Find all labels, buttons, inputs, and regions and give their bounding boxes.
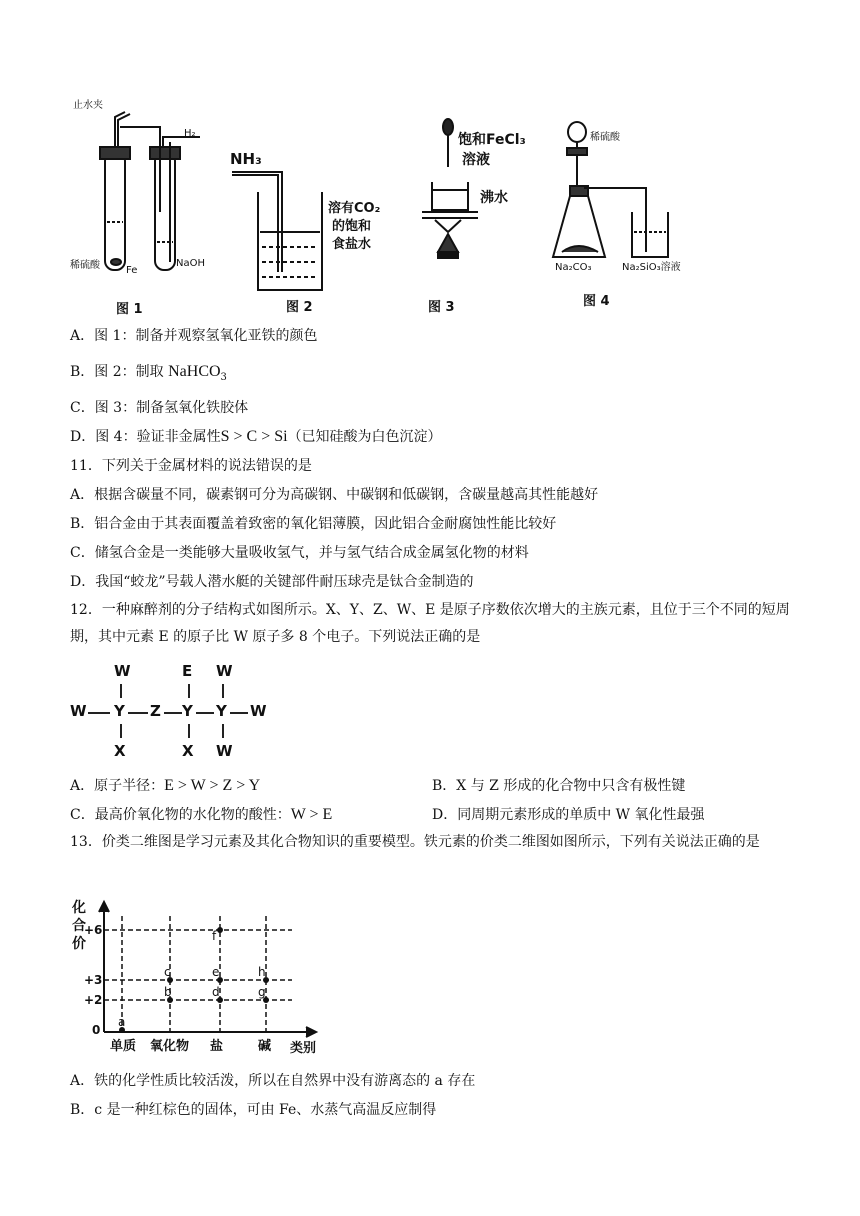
y-title-3: 价 xyxy=(72,936,86,952)
q10-option-d-formula: S > C > Si xyxy=(220,428,288,445)
q12-stem: 12．一种麻醉剂的分子结构式如图所示。X、Y、Z、W、E 是原子序数依次增大的主族元素，且位于三个不同的短周期，其中元素 E 的原子比 W 原子多 8 个电子。下列说法正确的是 xyxy=(70,602,790,645)
y-tick-0: 0 xyxy=(92,1023,101,1037)
label-point-b: b xyxy=(164,985,172,999)
y-title-1: 化 xyxy=(72,900,86,916)
atom-w-top-1: W xyxy=(114,662,131,680)
q12-option-b: B．X 与 Z 形成的化合物中只含有极性键 xyxy=(432,778,686,794)
q11-option-a: A．根据含碳量不同，碳素钢可分为高碳钢、中碳钢和低碳钢，含碳量越高其性能越好 xyxy=(70,487,599,503)
q12-option-a-text: A．原子半径： xyxy=(70,778,165,794)
q10-option-d xyxy=(70,427,442,447)
label-fecl3-1: 饱和FeCl₃ xyxy=(458,132,526,148)
label-point-e: e xyxy=(212,965,220,979)
bond xyxy=(222,724,224,738)
x-title: 类别 xyxy=(290,1041,317,1056)
q10-option-a: A．图 1：制备并观察氢氧化亚铁的颜色 xyxy=(70,328,318,344)
caption-fig3: 图 3 xyxy=(428,300,455,315)
x-axis-arrow xyxy=(306,1027,316,1037)
q10-option-b-subscript: 3 xyxy=(220,371,227,383)
atom-y-3: Y xyxy=(216,702,227,720)
atom-w-left: W xyxy=(70,702,87,720)
q12-option-d: D．同周期元素形成的单质中 W 氧化性最强 xyxy=(432,807,705,823)
label-na2co3: Na₂CO₃ xyxy=(555,262,592,273)
label-h2: H₂ xyxy=(184,128,196,139)
atom-z: Z xyxy=(150,702,161,720)
y-title-2: 合 xyxy=(72,918,86,934)
q11-stem: 11．下列关于金属材料的说法错误的是 xyxy=(70,458,312,474)
x-category-oxide: 氧化物 xyxy=(150,1039,190,1054)
atom-y-2: Y xyxy=(182,702,193,720)
label-point-c: c xyxy=(164,965,171,979)
q10-option-b-formula: NaHCO xyxy=(168,363,221,380)
bond xyxy=(88,712,110,714)
bond xyxy=(164,712,182,714)
y-tick-2: +2 xyxy=(84,993,103,1007)
figure-2-apparatus xyxy=(232,172,322,290)
atom-y-1: Y xyxy=(114,702,125,720)
label-co2-2: 的饱和 xyxy=(332,219,372,234)
label-co2-3: 食盐水 xyxy=(332,237,372,252)
y-axis-arrow xyxy=(99,902,109,912)
q12-option-c-text: C．最高价氧化物的水化物的酸性： xyxy=(70,807,291,823)
y-tick-3: +3 xyxy=(84,973,103,987)
label-water: 沸水 xyxy=(480,190,508,206)
q10-option-b-text: B．图 2：制取 xyxy=(70,364,169,380)
label-co2-1: 溶有CO₂ xyxy=(328,201,381,216)
q13-stem: 13．价类二维图是学习元素及其化合物知识的重要模型。铁元素的价类二维图如图所示，下列有关说法正确的是 xyxy=(70,834,760,850)
figure-row xyxy=(60,92,720,322)
bond xyxy=(128,712,148,714)
q11-option-b: B．铝合金由于其表面覆盖着致密的氧化铝薄膜，因此铝合金耐腐蚀性能比较好 xyxy=(70,516,557,532)
bond xyxy=(188,684,190,698)
bond xyxy=(120,724,122,738)
label-fe: Fe xyxy=(126,265,138,276)
q11-option-c: C．储氢合金是一类能够大量吸收氢气，并与氢气结合成金属氢化物的材料 xyxy=(70,545,529,561)
point-f xyxy=(217,927,223,933)
caption-fig1: 图 1 xyxy=(116,302,143,317)
caption-fig4: 图 4 xyxy=(583,294,610,309)
q11-option-d: D．我国“蛟龙”号载人潜水艇的关键部件耐压球壳是钛合金制造的 xyxy=(70,574,474,590)
x-category-base: 碱 xyxy=(258,1039,272,1054)
q12-option-c-formula: W > E xyxy=(290,806,333,823)
q12-option-a-formula: E > W > Z > Y xyxy=(164,777,261,794)
atom-e-top: E xyxy=(182,662,193,680)
label-point-h: h xyxy=(258,965,266,979)
label-nh3: NH₃ xyxy=(230,150,262,168)
bond xyxy=(196,712,214,714)
q12-option-a xyxy=(70,776,260,796)
molecule-structure xyxy=(70,662,280,768)
label-point-g: g xyxy=(258,985,266,999)
label-point-d: d xyxy=(212,985,220,999)
label-na2sio3: Na₂SiO₃溶液 xyxy=(622,262,681,273)
q10-option-c: C．图 3：制备氢氧化铁胶体 xyxy=(70,400,249,416)
label-acid-1: 稀硫酸 xyxy=(70,260,100,271)
bond xyxy=(222,684,224,698)
atom-x-1: X xyxy=(114,742,126,760)
label-clamp: 止水夹 xyxy=(73,100,103,111)
caption-fig2: 图 2 xyxy=(286,300,313,315)
valence-class-chart xyxy=(70,896,340,1058)
x-category-salt: 盐 xyxy=(210,1039,224,1054)
atom-x-2: X xyxy=(182,742,194,760)
bond xyxy=(230,712,248,714)
atom-w-bottom: W xyxy=(216,742,233,760)
q12-option-c xyxy=(70,805,332,825)
q10-option-d-text: D．图 4：验证非金属性 xyxy=(70,429,221,445)
bond xyxy=(120,684,122,698)
label-point-f: f xyxy=(212,929,217,943)
q13-option-a: A．铁的化学性质比较活泼，所以在自然界中没有游离态的 a 存在 xyxy=(70,1073,476,1089)
q13-option-b: B．c 是一种红棕色的固体，可由 Fe、水蒸气高温反应制得 xyxy=(70,1102,437,1118)
q10-option-d-suffix: （已知硅酸为白色沉淀） xyxy=(287,429,442,445)
atom-w-top-2: W xyxy=(216,662,233,680)
label-acid-4: 稀硫酸 xyxy=(590,132,620,143)
bond xyxy=(188,724,190,738)
label-fecl3-2: 溶液 xyxy=(462,152,490,168)
q10-option-b xyxy=(70,362,227,388)
y-tick-6: +6 xyxy=(84,923,103,937)
label-naoh: NaOH xyxy=(176,258,205,269)
x-category-elemental: 单质 xyxy=(110,1039,137,1054)
label-point-a: a xyxy=(118,1015,126,1029)
atom-w-right: W xyxy=(250,702,267,720)
